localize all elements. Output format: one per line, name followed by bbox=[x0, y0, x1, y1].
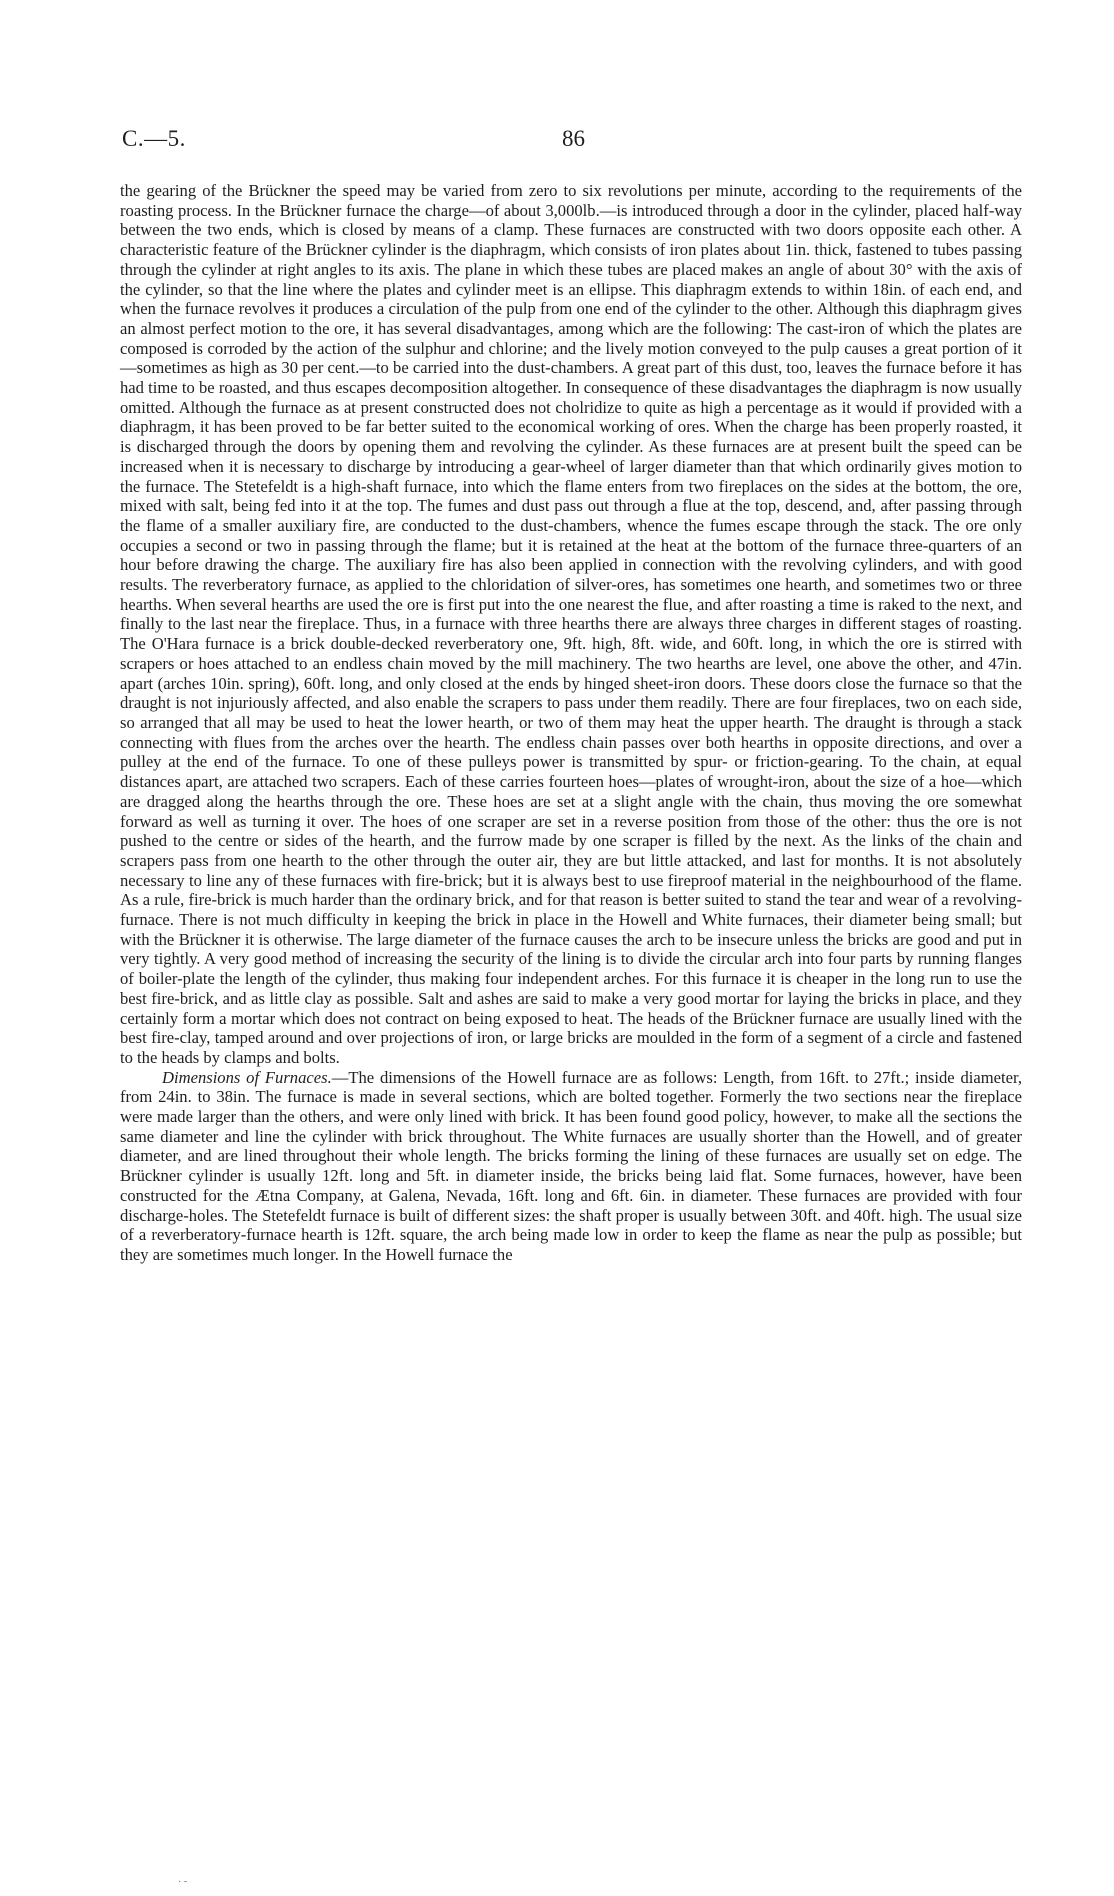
section-heading: Dimensions of Furnaces. bbox=[162, 1067, 332, 1087]
paragraph-dimensions-text: —The dimensions of the Howell furnace are as follows: Length, from 16ft. to 27ft.; inside diameter, from 24in. to 38in. The furnace is made in several sections, which are bolted together. Formerly the two sections near the fireplace were made larger than the others, and were only lined with brick. It has been found good policy, however, to make all the sections the same diameter and line the cylinder with brick throughout. The White furnaces are usually shorter than the Howell, and of greater diameter, and are lined throughout their whole length. The bricks forming the lining of these furnaces are usually set on edge. The Brückner cylinder is usually 12ft. long and 5ft. in diameter inside, the bricks being laid flat. Some furnaces, however, have been constructed for the Ætna Company, at Galena, Nevada, 16ft. long and 6ft. 6in. in diameter. These furnaces are provided with four discharge-holes. The Stetefeldt furnace is built of different sizes: the shaft proper is usually between 30ft. and 40ft. high. The usual size of a reverberatory-furnace hearth is 12ft. square, the arch being made low in order to keep the flame as near the pulp as possible; but they are sometimes much longer. In the Howell furnace the bbox=[120, 1067, 1023, 1264]
page-number: 86 bbox=[562, 126, 585, 151]
page-header bbox=[122, 126, 1002, 160]
paragraph-dimensions bbox=[120, 1068, 1022, 1265]
document-reference: C.—5. bbox=[122, 126, 186, 151]
paragraph-continued: the gearing of the Brückner the speed may be varied from zero to six revolutions per minute, according to the requirements of the roasting process. In the Brückner furnace the charge—of about 3,000lb.—is introduced through a door in the cylinder, placed half-way between the two ends, which is closed by means of a clamp. These furnaces are constructed with two doors opposite each other. A characteristic feature of the Brückner cylinder is the diaphragm, which consists of iron plates about 1in. thick, fastened to tubes passing through the cylinder at right angles to its axis. The plane in which these tubes are placed makes an angle of about 30° with the axis of the cylinder, so that the line where the plates and cylinder meet is an ellipse. This diaphragm extends to within 18in. of each end, and when the furnace revolves it produces a circulation of the pulp from one end of the cylinder to the other. Although this diaphragm gives an almost perfect motion to the ore, it has several disadvantages, among which are the following: The cast-iron of which the plates are composed is corroded by the action of the sulphur and chlorine; and the lively motion conveyed to the pulp causes a great portion of it—sometimes as high as 30 per cent.—to be carried into the dust-chambers. A great part of this dust, too, leaves the furnace before it has had time to be roasted, and thus escapes decomposition altogether. In consequence of these disadvantages the diaphragm is now usually omitted. Although the furnace as at present constructed does not cholridize to quite as high a percentage as it would if provided with a diaphragm, it has been proved to be far better suited to the economical working of ores. When the charge has been properly roasted, it is discharged through the doors by opening them and revolving the cylinder. As these furnaces are at present built the speed can be increased when it is necessary to discharge by introducing a gear-wheel of larger diameter than that which ordinarily gives motion to the furnace. The Stetefeldt is a high-shaft furnace, into which the flame enters from two fireplaces on the sides at the bottom, the ore, mixed with salt, being fed into it at the top. The fumes and dust pass out through a flue at the top, descend, and, after passing through the flame of a smaller auxiliary fire, are conducted to the dust-chambers, whence the fumes escape through the stack. The ore only occupies a second or two in passing through the flame; but it is retained at the heat at the bottom of the furnace three-quarters of an hour before drawing the charge. The auxiliary fire has also been applied in connection with the revolving cylinders, and with good results. The reverberatory furnace, as applied to the chloridation of silver-ores, has sometimes one hearth, and sometimes two or three hearths. When several hearths are used the ore is first put into the one nearest the flue, and after roasting a time is raked to the next, and finally to the last near the fireplace. Thus, in a furnace with three hearths there are always three charges in different stages of roasting. The O'Hara furnace is a brick double-decked reverberatory one, 9ft. high, 8ft. wide, and 60ft. long, in which the ore is stirred with scrapers or hoes attached to an endless chain moved by the mill machinery. The two hearths are level, one above the other, and 47in. apart (arches 10in. spring), 60ft. long, and only closed at the ends by hinged sheet-iron doors. These doors close the furnace so that the draught is not injuriously affected, and also enable the scrapers to pass under them readily. There are four fireplaces, two on each side, so arranged that all may be used to heat the lower hearth, or two of them may heat the upper hearth. The draught is through a stack connecting with flues from the arches over the hearth. The endless chain passes over both hearths in opposite directions, and over a pulley at the end of the furnace. To one of these pulleys power is transmitted by spur- or friction-gearing. To the chain, at equal distances apart, are attached two scrapers. Each of these carries fourteen hoes—plates of wrought-iron, about the size of a hoe—which are dragged along the hearths through the ore. These hoes are set at a slight angle with the chain, thus moving the ore somewhat forward as well as turning it over. The hoes of one scraper are set in a reverse position from those of the other: thus the ore is not pushed to the centre or sides of the hearth, and the furrow made by one scraper is filled by the next. As the links of the chain and scrapers pass from one hearth to the other through the outer air, they are but little attacked, and last for months. It is not absolutely necessary to line any of these furnaces with fire-brick; but it is always best to use fireproof material in the neighbourhood of the flame. As a rule, fire-brick is much harder than the ordinary brick, and for that reason is better suited to stand the tear and wear of a revolving-furnace. There is not much difficulty in keeping the brick in place in the Howell and White furnaces, their diameter being small; but with the Brückner it is otherwise. The large diameter of the furnace causes the arch to be insecure unless the bricks are good and put in very tightly. A very good method of increasing the security of the lining is to divide the circular arch into four parts by running flanges of boiler-plate the length of the cylinder, thus making four independent arches. For this furnace it is cheaper in the long run to use the best fire-brick, and as little clay as possible. Salt and ashes are said to make a very good mortar for laying the bricks in place, and they certainly form a mortar which does not contract on being exposed to heat. The heads of the Brückner furnace are usually lined with the best fire-clay, tamped around and over projections of iron, or large bricks are moulded in the form of a segment of a circle and fastened to the heads by clamps and bolts. bbox=[120, 181, 1022, 1067]
body-text bbox=[120, 181, 1022, 1265]
stray-print-mark: ˙ ˜ bbox=[178, 1880, 188, 1891]
